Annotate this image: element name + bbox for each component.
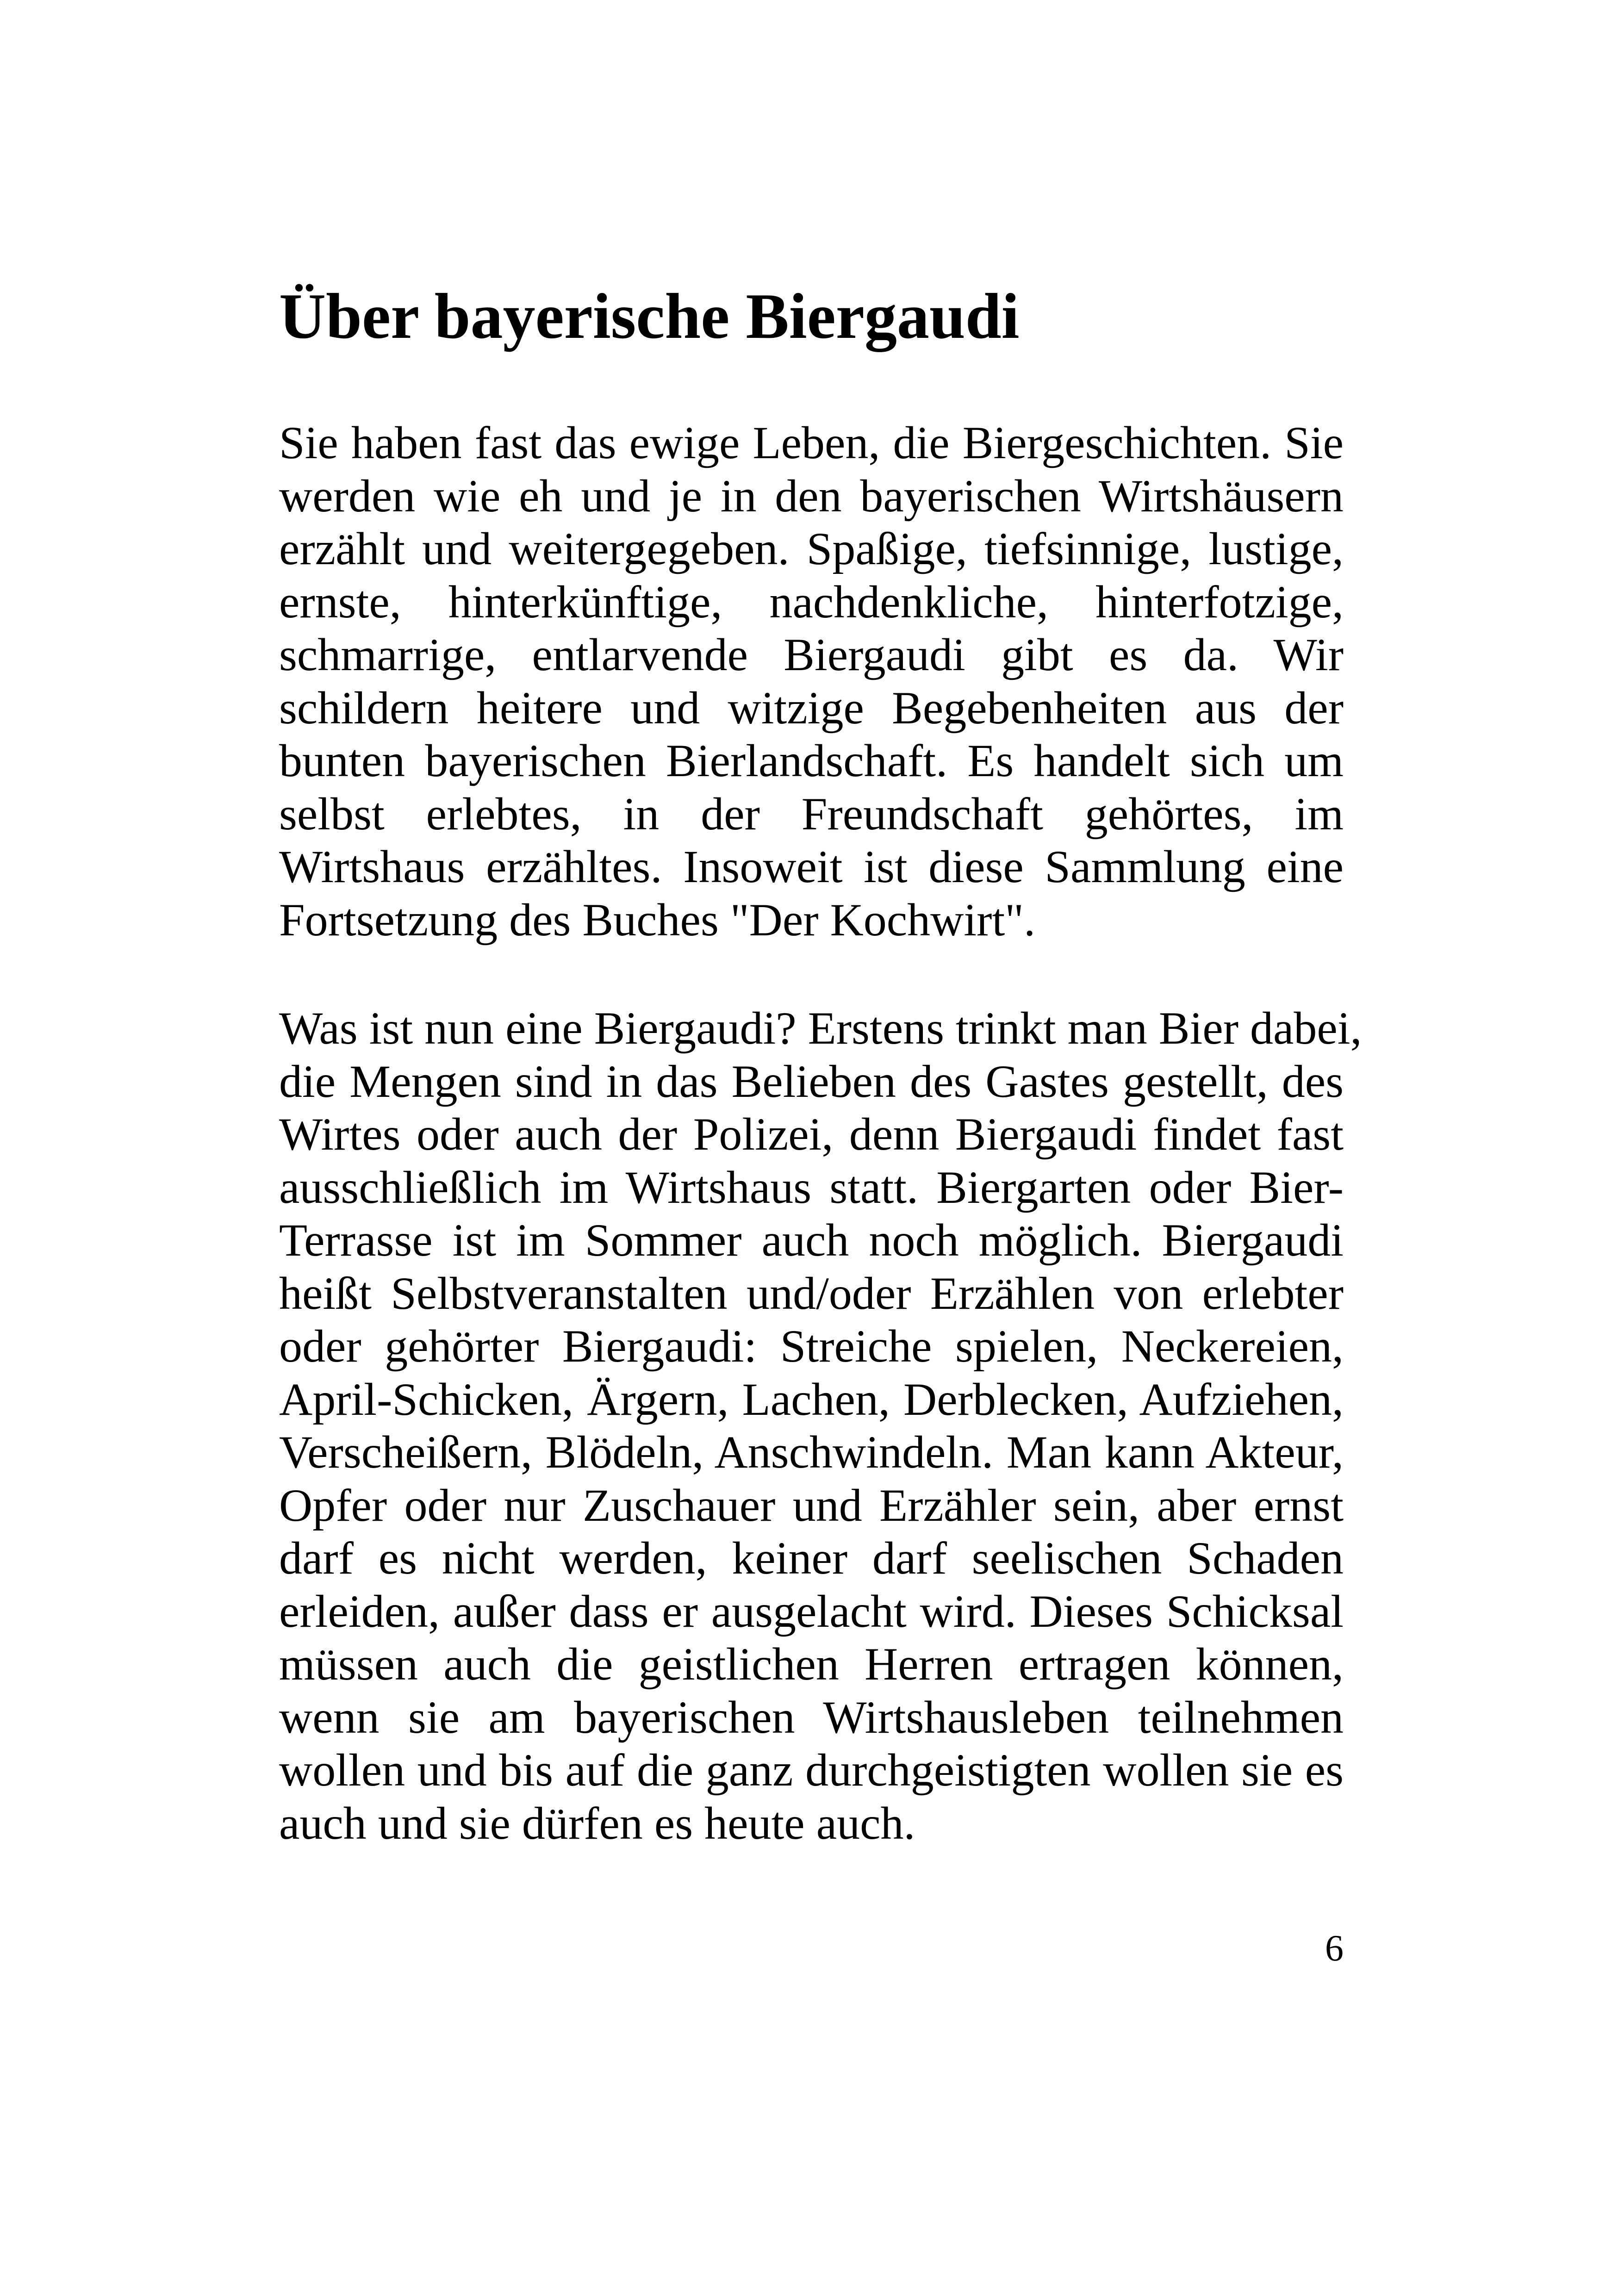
- paragraph-line: erzählt und weitergegeben. Spaßige, tiefsinnige, lustige,: [279, 523, 1344, 574]
- paragraph-line: Was ist nun eine Biergaudi? Erstens trinkt man Bier dabei,: [279, 1002, 1362, 1054]
- paragraph-intro: [279, 417, 1344, 946]
- paragraph-line: wollen und bis auf die ganz durchgeistigten wollen sie es: [279, 1744, 1344, 1796]
- paragraph-line: selbst erlebtes, in der Freundschaft gehörtes, im: [279, 788, 1344, 840]
- paragraph-line: müssen auch die geistlichen Herren ertragen können,: [279, 1638, 1344, 1690]
- chapter-title: Über bayerische Biergaudi: [279, 280, 1020, 352]
- paragraph-line: Opfer oder nur Zuschauer und Erzähler sein, aber ernst: [279, 1479, 1344, 1531]
- paragraph-line: ausschließlich im Wirtshaus statt. Biergarten oder Bier-: [279, 1161, 1344, 1213]
- paragraph-line: Wirtshaus erzähltes. Insoweit ist diese Sammlung eine: [279, 841, 1344, 892]
- paragraph-line: April-Schicken, Ärgern, Lachen, Derblecken, Aufziehen,: [279, 1373, 1344, 1425]
- page-number: 6: [1325, 1928, 1344, 1969]
- paragraph-line: schmarrige, entlarvende Biergaudi gibt es da. Wir: [279, 629, 1344, 680]
- paragraph-line: Verscheißern, Blödeln, Anschwindeln. Man kann Akteur,: [279, 1426, 1344, 1478]
- paragraph-line: die Mengen sind in das Belieben des Gastes gestellt, des: [279, 1055, 1344, 1107]
- paragraph-line: schildern heitere und witzige Begebenheiten aus der: [279, 682, 1344, 734]
- paragraph-line: ernste, hinterkünftige, nachdenkliche, hinterfotzige,: [279, 576, 1344, 628]
- paragraph-line: darf es nicht werden, keiner darf seelischen Schaden: [279, 1532, 1344, 1584]
- paragraph-line: bunten bayerischen Bierlandschaft. Es handelt sich um: [279, 735, 1344, 786]
- paragraph-line: heißt Selbstveranstalten und/oder Erzählen von erlebter: [279, 1267, 1344, 1319]
- paragraph-line: erleiden, außer dass er ausgelacht wird. Dieses Schicksal: [279, 1585, 1344, 1637]
- paragraph-line: Terrasse ist im Sommer auch noch möglich. Biergaudi: [279, 1214, 1344, 1266]
- paragraph-line: wenn sie am bayerischen Wirtshausleben teilnehmen: [279, 1691, 1344, 1743]
- paragraph-line: Fortsetzung des Buches "Der Kochwirt".: [279, 894, 1036, 946]
- paragraph-line: oder gehörter Biergaudi: Streiche spielen, Neckereien,: [279, 1320, 1344, 1372]
- paragraph-line: Wirtes oder auch der Polizei, denn Biergaudi findet fast: [279, 1108, 1344, 1160]
- paragraph-line: werden wie eh und je in den bayerischen Wirtshäusern: [279, 470, 1344, 522]
- paragraph-definition: [279, 1002, 1362, 1850]
- paragraph-line: auch und sie dürfen es heute auch.: [279, 1797, 915, 1849]
- paragraph-line: Sie haben fast das ewige Leben, die Biergeschichten. Sie: [279, 417, 1344, 468]
